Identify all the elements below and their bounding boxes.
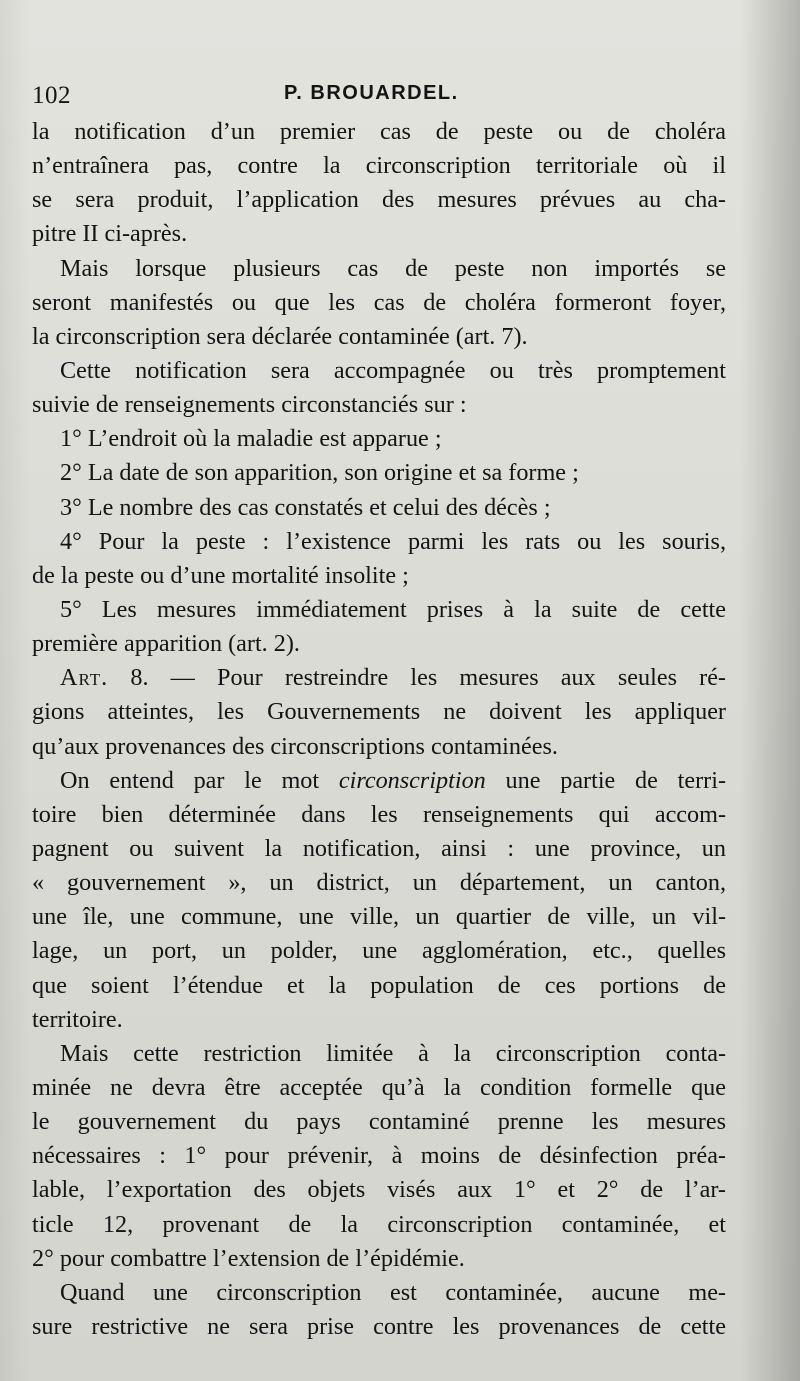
text-line: lage, un port, un polder, une agglomération, etc., quelles — [32, 937, 726, 965]
text-line: suivie de renseignements circonstanciés sur : — [32, 391, 467, 419]
definition-text-before: On entend par le mot — [60, 766, 339, 794]
running-head: P. BROUARDEL. — [284, 82, 459, 104]
text-line: « gouvernement », un district, un département, un canton, — [32, 869, 726, 897]
text-line: 2° La date de son apparition, son origine et sa forme ; — [60, 459, 579, 487]
text-line: la circonscription sera déclarée contaminée (art. 7). — [32, 322, 528, 350]
text-line: Quand une circonscription est contaminée, aucune me- — [60, 1278, 726, 1306]
text-line: première apparition (art. 2). — [32, 630, 300, 658]
text-line: se sera produit, l’application des mesures prévues au cha- — [32, 186, 726, 214]
text-line: la notification d’un premier cas de peste ou de choléra — [32, 118, 726, 145]
text-line: Mais cette restriction limitée à la circonscription conta- — [60, 1039, 726, 1067]
text-line: qu’aux provenances des circonscriptions contaminées. — [32, 732, 558, 760]
text-line: 4° Pour la peste : l’existence parmi les rats ou les souris, — [60, 527, 726, 555]
definition-term: circonscription — [338, 766, 486, 794]
text-line: n’entraînera pas, contre la circonscription territoriale où il — [32, 152, 726, 180]
text-line: pagnent ou suivent la notification, ainsi : une province, un — [32, 834, 726, 862]
text-line: minée ne devra être acceptée qu’à la condition formelle que — [32, 1073, 726, 1101]
page-number: 102 — [32, 82, 71, 109]
body-text — [32, 115, 726, 1344]
text-line: gions atteintes, les Gouvernements ne doivent les appliquer — [32, 698, 726, 726]
definition-paragraph — [32, 798, 726, 1037]
text-line: de la peste ou d’une mortalité insolite ; — [32, 561, 409, 589]
text-line: seront manifestés ou que les cas de choléra formeront foyer, — [32, 288, 726, 316]
text-line: 5° Les mesures immédiatement prises à la suite de cette — [60, 595, 726, 623]
text-line: territoire. — [32, 1005, 123, 1033]
article-8-first-line — [32, 661, 726, 695]
text-line: nécessaires : 1° pour prévenir, à moins de désinfection préa- — [32, 1142, 726, 1170]
page-header — [30, 78, 710, 114]
text-line: ticle 12, provenant de la circonscription contaminée, et — [32, 1210, 726, 1238]
text-line: toire bien déterminée dans les renseignements qui accom- — [32, 800, 726, 828]
definition-first-line — [32, 764, 726, 798]
text-line: 2° pour combattre l’extension de l’épidémie. — [32, 1244, 465, 1272]
article-8-paragraph — [32, 695, 726, 763]
text-line: pitre II ci-après. — [32, 220, 188, 248]
definition-text-after: une partie de terri- — [485, 766, 726, 794]
text-line: une île, une commune, une ville, un quartier de ville, un vil- — [32, 903, 726, 931]
text-line: 3° Le nombre des cas constatés et celui des décès ; — [60, 493, 551, 521]
closing-paragraphs — [32, 1037, 726, 1344]
text-line: le gouvernement du pays contaminé prenne les mesures — [32, 1108, 726, 1136]
text-line: Cette notification sera accompagnée ou très promptement — [60, 356, 726, 384]
text-line: que soient l’étendue et la population de ces portions de — [32, 971, 726, 999]
text-line: lable, l’exportation des objets visés aux 1° et 2° de l’ar- — [32, 1176, 726, 1204]
text-line: sure restrictive ne sera prise contre les provenances de cette — [32, 1312, 726, 1340]
notification-paragraphs — [32, 115, 726, 661]
text-line: Mais lorsque plusieurs cas de peste non importés se — [60, 254, 726, 282]
article-8-heading-text: 8. — Pour restreindre les mesures aux seules ré- — [108, 664, 726, 692]
article-label: Art. — [60, 664, 109, 692]
text-line: 1° L’endroit où la maladie est apparue ; — [60, 425, 442, 453]
